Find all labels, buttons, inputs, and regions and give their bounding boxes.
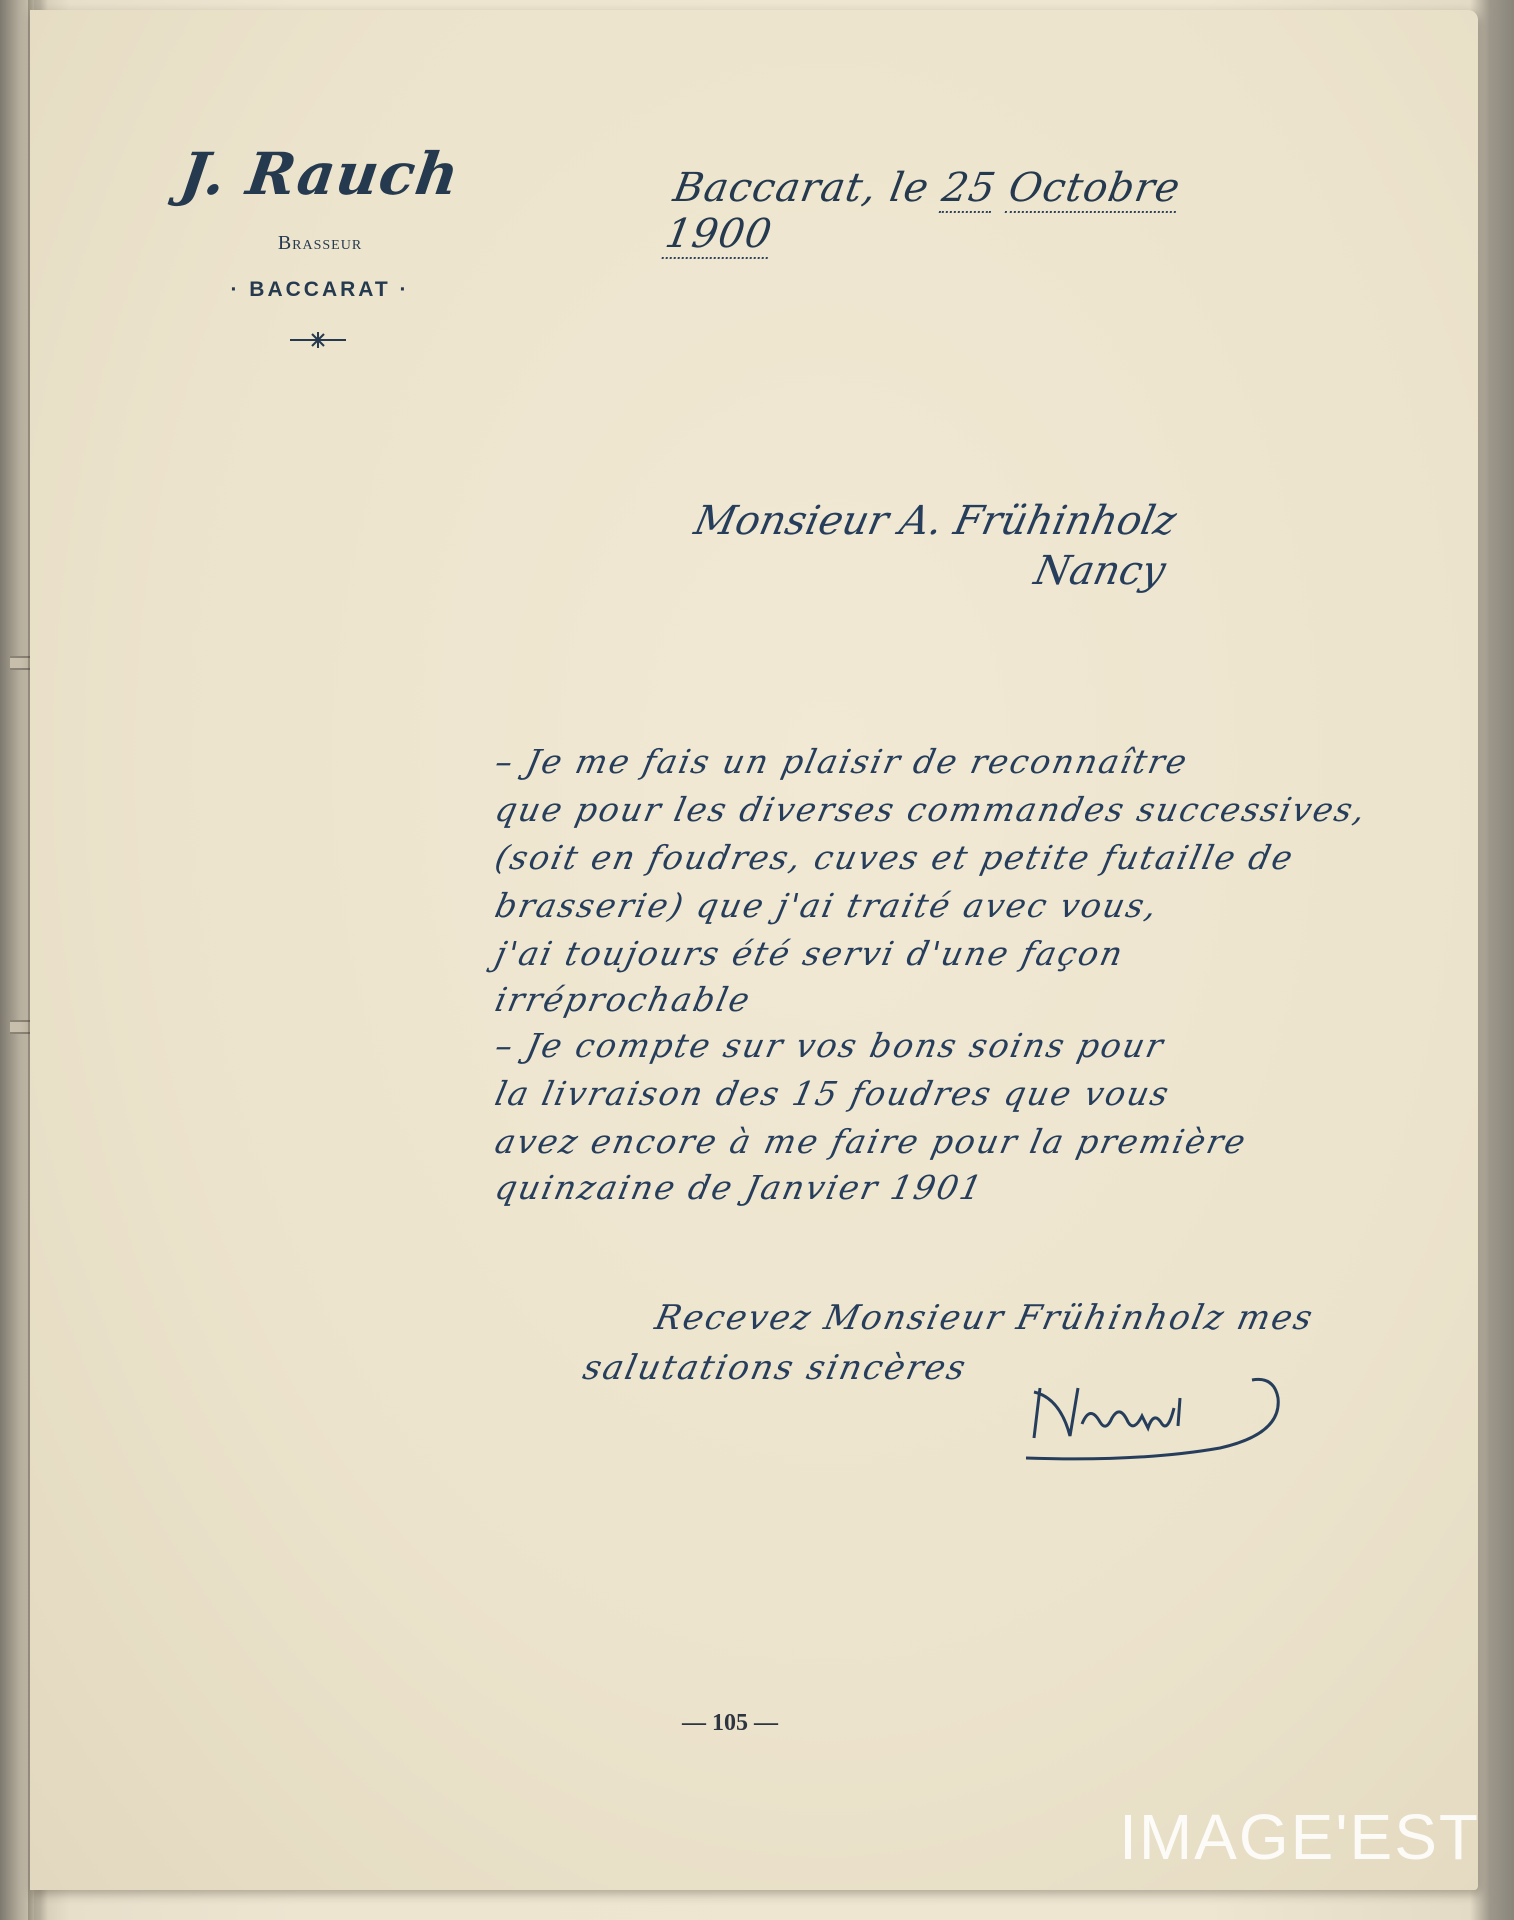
body-line: j'ai toujours été servi d'une façon [491, 934, 1128, 973]
body-line: brasserie) que j'ai traité avec vous, [491, 886, 1163, 925]
ornament-icon [288, 330, 348, 350]
dateline-day: 25 [938, 165, 1000, 211]
letterhead-town: · BACCARAT · [230, 278, 410, 301]
body-line: la livraison des 15 foudres que vous [491, 1074, 1174, 1113]
body-line: quinzaine de Janvier 1901 [491, 1168, 988, 1207]
letterhead-name: J. Rauch [176, 140, 464, 208]
dateline [662, 165, 1278, 257]
dateline-year: 1900 [661, 211, 776, 257]
watermark: IMAGE'EST [1119, 1801, 1480, 1873]
closing-line: salutations sincères [579, 1348, 971, 1388]
body-line: que pour les diverses commandes successives, [491, 790, 1371, 829]
body-line: irréprochable [491, 980, 756, 1019]
signature-icon [1020, 1358, 1300, 1468]
body-line: avez encore à me faire pour la première [491, 1122, 1251, 1161]
dateline-month: Octobre [1005, 165, 1185, 211]
page-number: — 105 — [682, 1710, 778, 1736]
body-line: (soit en foudres, cuves et petite futaille de [491, 838, 1299, 877]
body-line: – Je compte sur vos bons soins pour [491, 1026, 1169, 1065]
body-line: – Je me fais un plaisir de reconnaître [491, 742, 1193, 781]
recipient-name: Monsieur A. Frühinholz [690, 498, 1181, 544]
letterhead-trade: Brasseur [277, 232, 363, 254]
closing-line: Recevez Monsieur Frühinholz mes [651, 1298, 1318, 1338]
dateline-place: Baccarat, le [670, 165, 933, 211]
recipient-city: Nancy [1030, 548, 1170, 594]
